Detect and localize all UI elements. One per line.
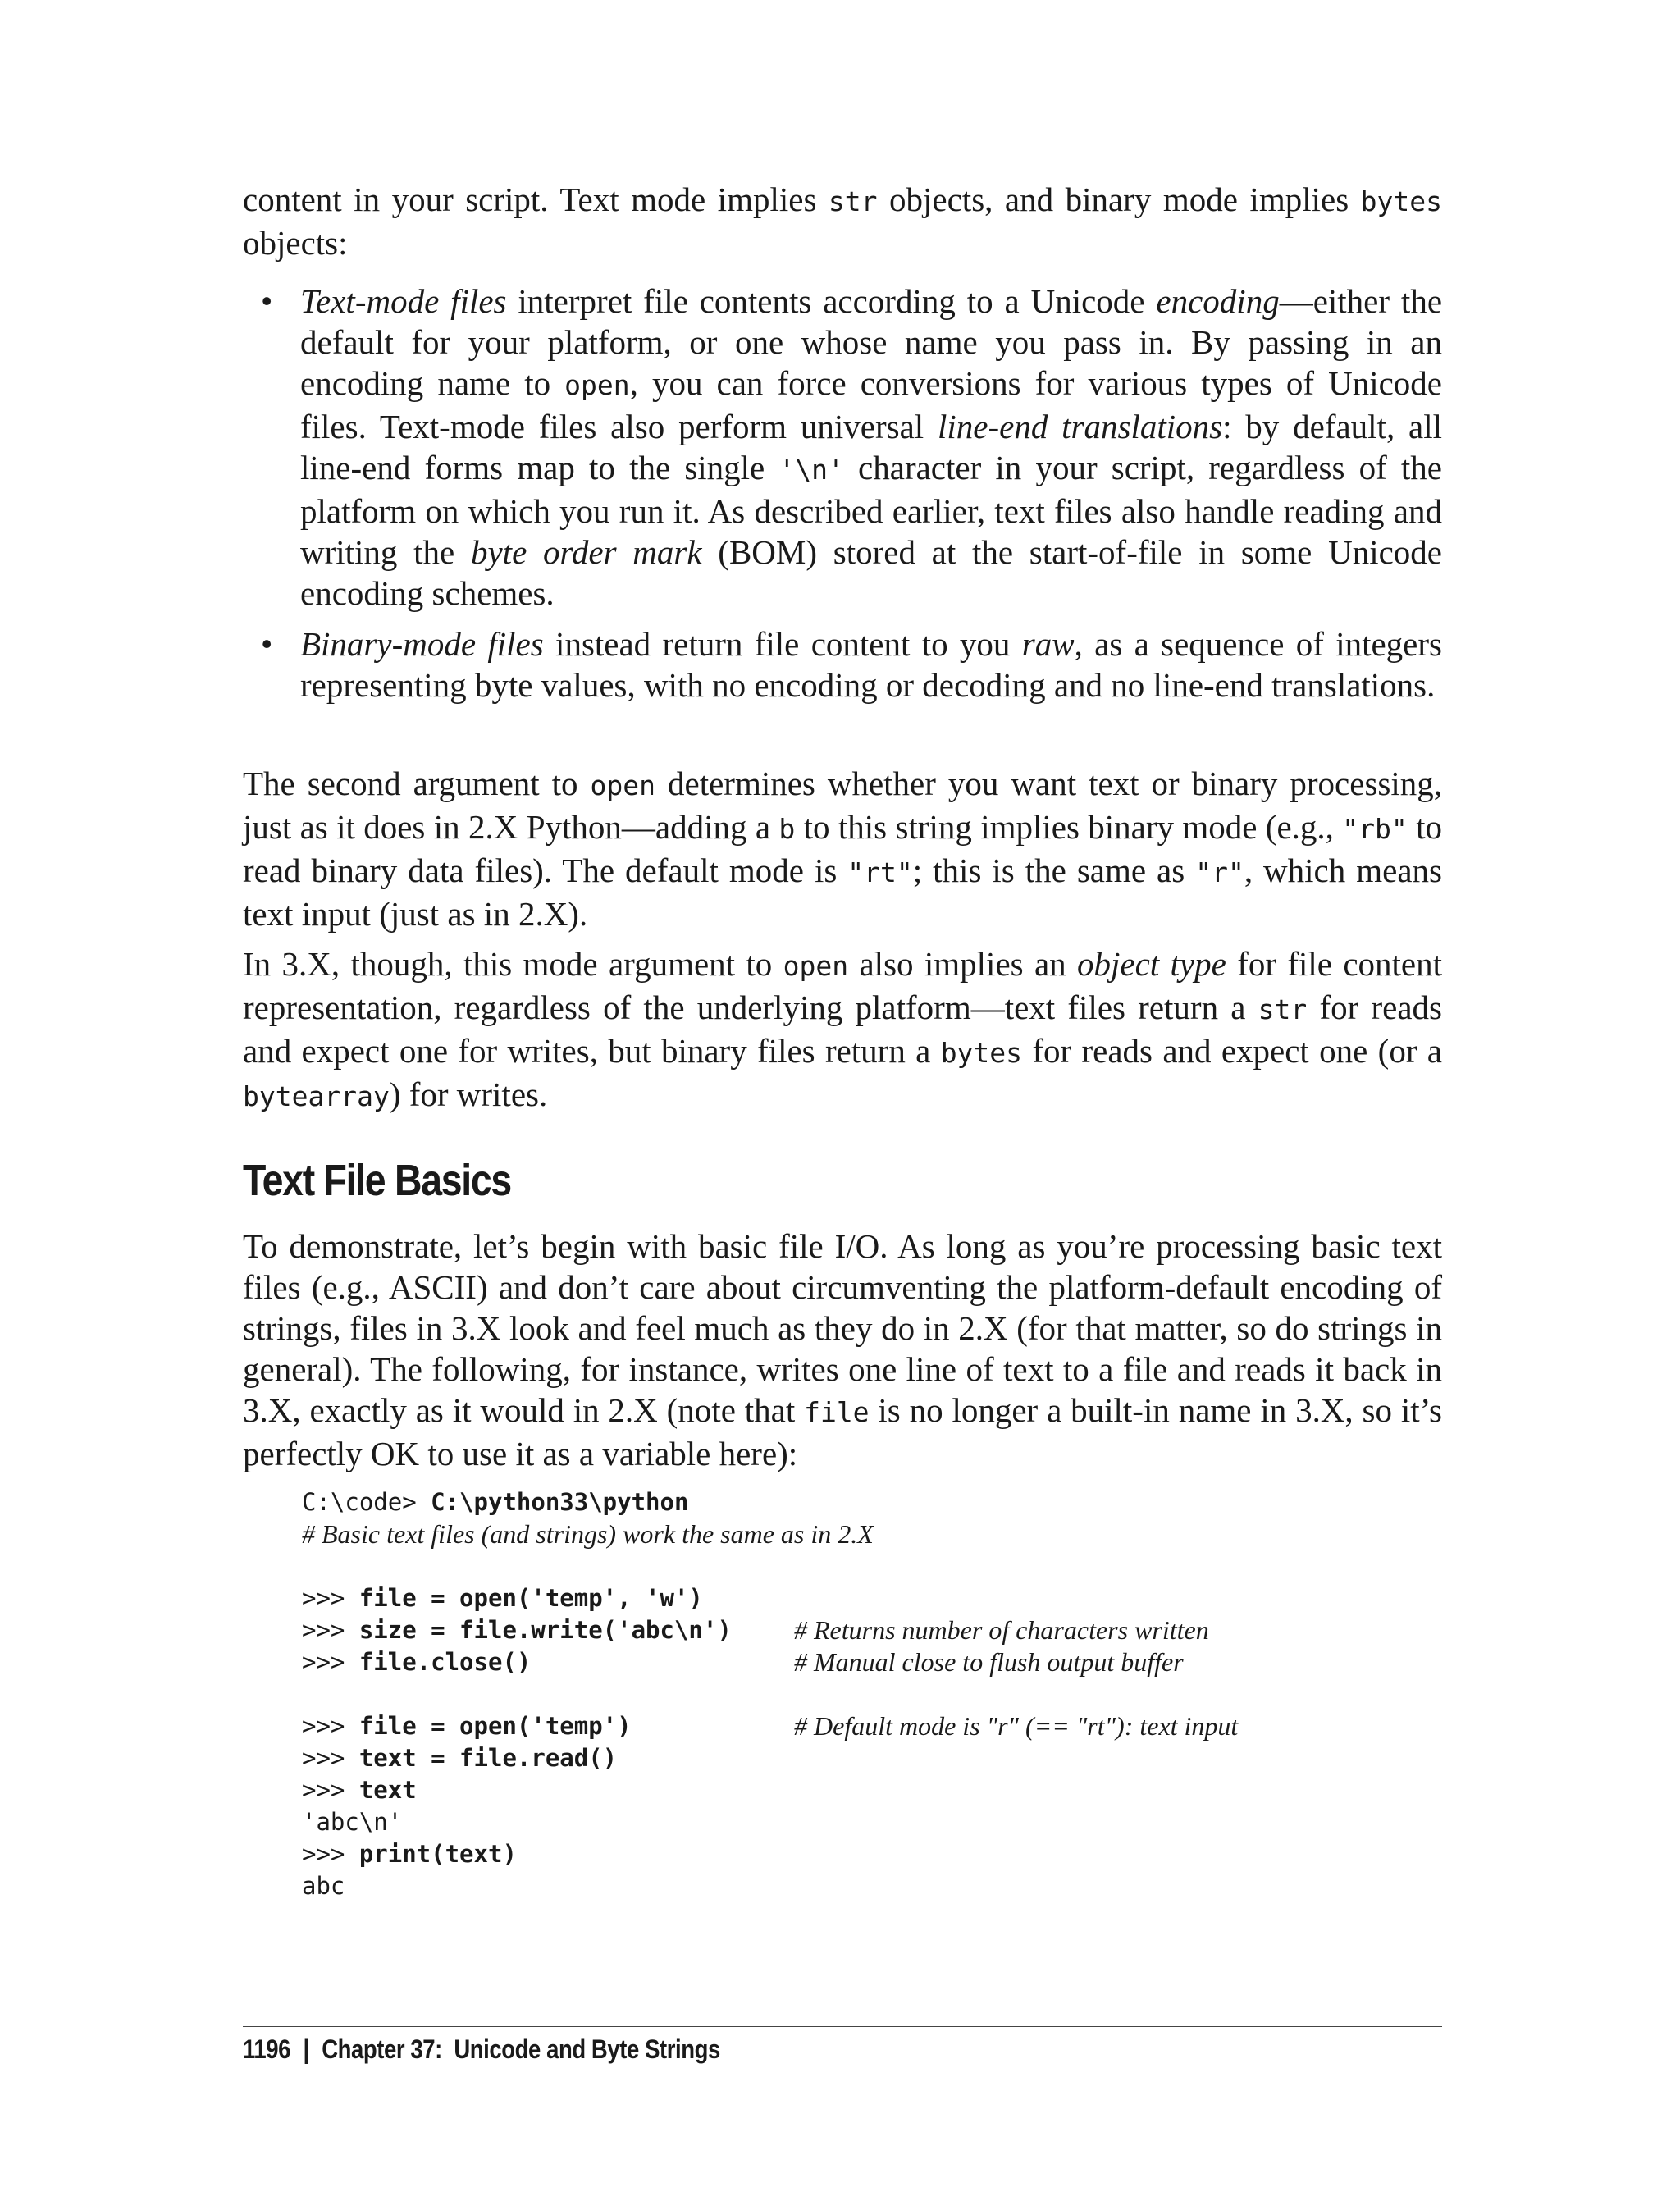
list-item — [243, 281, 1442, 614]
text-run: , which means text input (just as in 2.X). — [243, 851, 1442, 933]
object-type-paragraph — [243, 943, 1442, 1117]
chapter-title: Chapter 37: Unicode and Byte Strings — [322, 2034, 720, 2064]
text-run: for reads and expect one for writes, but binary files return a — [243, 988, 1442, 1070]
code-command: file = open('temp') — [358, 1712, 632, 1740]
inline-code: '\n' — [778, 454, 844, 486]
inline-code: "rt" — [847, 856, 913, 888]
inline-code: b — [778, 813, 796, 845]
inline-code: bytes — [940, 1037, 1023, 1069]
code-output: abc — [302, 1872, 345, 1900]
text-file-basics-paragraph — [243, 1226, 1442, 1474]
emphasis: line-end translations — [938, 408, 1223, 445]
python-prompt: >>> — [302, 1616, 359, 1644]
code-command: file = open('temp', 'w') — [358, 1584, 703, 1612]
text-run: , you can force conversions for various types of Unicode files. Text-mode files also perform universal — [300, 364, 1442, 445]
emphasis: raw — [1021, 625, 1075, 663]
text-run: instead return file content to you — [543, 625, 1022, 663]
intro-paragraph — [243, 179, 1442, 263]
text-run: ) for writes. — [389, 1075, 548, 1113]
python-prompt: >>> — [302, 1744, 359, 1772]
text-run: objects, and binary mode implies — [877, 180, 1361, 218]
inline-code: bytearray — [243, 1080, 390, 1112]
code-line — [302, 1518, 1442, 1550]
text-run: is no longer a built-in name in 3.X, so it’s perfectly OK to use it as a variable here): — [243, 1391, 1442, 1472]
python-prompt: >>> — [302, 1776, 359, 1804]
code-line — [302, 1710, 1442, 1742]
code-output: 'abc\n' — [302, 1808, 403, 1836]
text-run: , as a sequence of integers representing byte values, with no encoding or decoding and no line-end translations. — [300, 625, 1442, 704]
code-line — [302, 1646, 1442, 1678]
python-prompt: >>> — [302, 1584, 359, 1612]
emphasis: Text-mode files — [300, 282, 507, 320]
emphasis: byte order mark — [470, 533, 702, 571]
code-command: text — [358, 1776, 417, 1804]
text-run: to this string implies binary mode (e.g., — [795, 808, 1343, 846]
text-run: for file content representation, regardless of the underlying platform—text files return a — [243, 945, 1442, 1026]
code-comment: # Returns number of characters written — [794, 1615, 1209, 1645]
text-run: To demonstrate, let’s begin with basic file I/O. As long as you’re processing basic text files (e.g., ASCII) and don’t care about circumventing the platform-default encoding of strings, files in 3.X look and feel much as they do in 2.X (for that matter, so do strings in general). The following, for instance, writes one line of text to a file and reads it back in 3.X, exactly as it would in 2.X (note that — [243, 1227, 1442, 1429]
inline-code: open — [564, 369, 630, 401]
code-line — [302, 1582, 1442, 1614]
text-run: interpret file contents according to a Unicode — [506, 282, 1157, 320]
python-prompt: >>> — [302, 1712, 359, 1740]
mode-argument-paragraph — [243, 763, 1442, 934]
code-comment: # Default mode is "r" (== "rt"): text input — [794, 1711, 1239, 1741]
code-comment: # Manual close to flush output buffer — [794, 1647, 1184, 1677]
inline-code: str — [828, 185, 878, 217]
text-run: objects: — [243, 224, 348, 262]
emphasis: Binary-mode files — [300, 625, 544, 663]
mode-bullet-list — [243, 281, 1442, 715]
page-number: 1196 — [243, 2034, 290, 2064]
text-run: to read binary data files). The default mode is — [243, 808, 1442, 889]
text-run: character in your script, regardless of the platform on which you run it. As described earlier, text files also handle reading and writing the — [300, 449, 1442, 571]
code-line — [302, 1806, 1442, 1838]
inline-code: open — [590, 769, 656, 801]
inline-code: "r" — [1195, 856, 1244, 888]
bullet-icon: • — [261, 282, 273, 320]
code-command: file.close() — [358, 1648, 532, 1676]
code-command: print(text) — [358, 1840, 517, 1868]
python-prompt: >>> — [302, 1840, 359, 1868]
text-run: also implies an — [848, 945, 1077, 983]
code-command: size = file.write('abc\n') — [358, 1616, 732, 1644]
code-line — [302, 1774, 1442, 1806]
text-run: for reads and expect one (or a — [1022, 1032, 1442, 1070]
inline-code: open — [783, 950, 849, 982]
footer-separator: | — [303, 2034, 309, 2064]
text-run: —either the default for your platform, or one whose name you pass in. By passing in an encoding name to — [300, 282, 1443, 402]
code-comment: # Basic text files (and strings) work the same as in 2.X — [302, 1519, 874, 1549]
code-line — [302, 1838, 1442, 1870]
footer-divider — [243, 2026, 1442, 2027]
inline-code: file — [804, 1396, 870, 1428]
text-run: content in your script. Text mode implies — [243, 180, 829, 218]
code-line — [302, 1870, 1442, 1902]
page-footer — [243, 2034, 720, 2065]
python-prompt: >>> — [302, 1648, 359, 1676]
code-blank-line — [302, 1678, 1442, 1710]
emphasis: encoding — [1156, 282, 1280, 320]
bullet-icon: • — [261, 625, 273, 663]
code-listing — [302, 1486, 1442, 1902]
text-run: (BOM) stored at the start-of-file in some Unicode encoding schemes. — [300, 533, 1442, 612]
code-command: text = file.read() — [358, 1744, 618, 1772]
inline-code: bytes — [1360, 185, 1442, 217]
inline-code: str — [1258, 993, 1308, 1025]
code-line — [302, 1486, 1442, 1518]
text-run: determines whether you want text or binary processing, just as it does in 2.X Python—adding a — [243, 765, 1442, 846]
list-item — [243, 623, 1442, 705]
code-line — [302, 1614, 1442, 1646]
text-run: The second argument to — [243, 765, 591, 802]
code-line — [302, 1742, 1442, 1774]
code-command: C:\python33\python — [431, 1488, 689, 1516]
emphasis: object type — [1077, 945, 1226, 983]
inline-code: "rb" — [1342, 813, 1408, 845]
shell-prompt: C:\code> — [302, 1488, 431, 1516]
text-run: In 3.X, though, this mode argument to — [243, 945, 783, 983]
section-heading: Text File Basics — [243, 1156, 511, 1205]
text-run: : by default, all line-end forms map to the single — [300, 408, 1443, 486]
text-run: ; this is the same as — [912, 851, 1196, 889]
code-blank-line — [302, 1550, 1442, 1582]
